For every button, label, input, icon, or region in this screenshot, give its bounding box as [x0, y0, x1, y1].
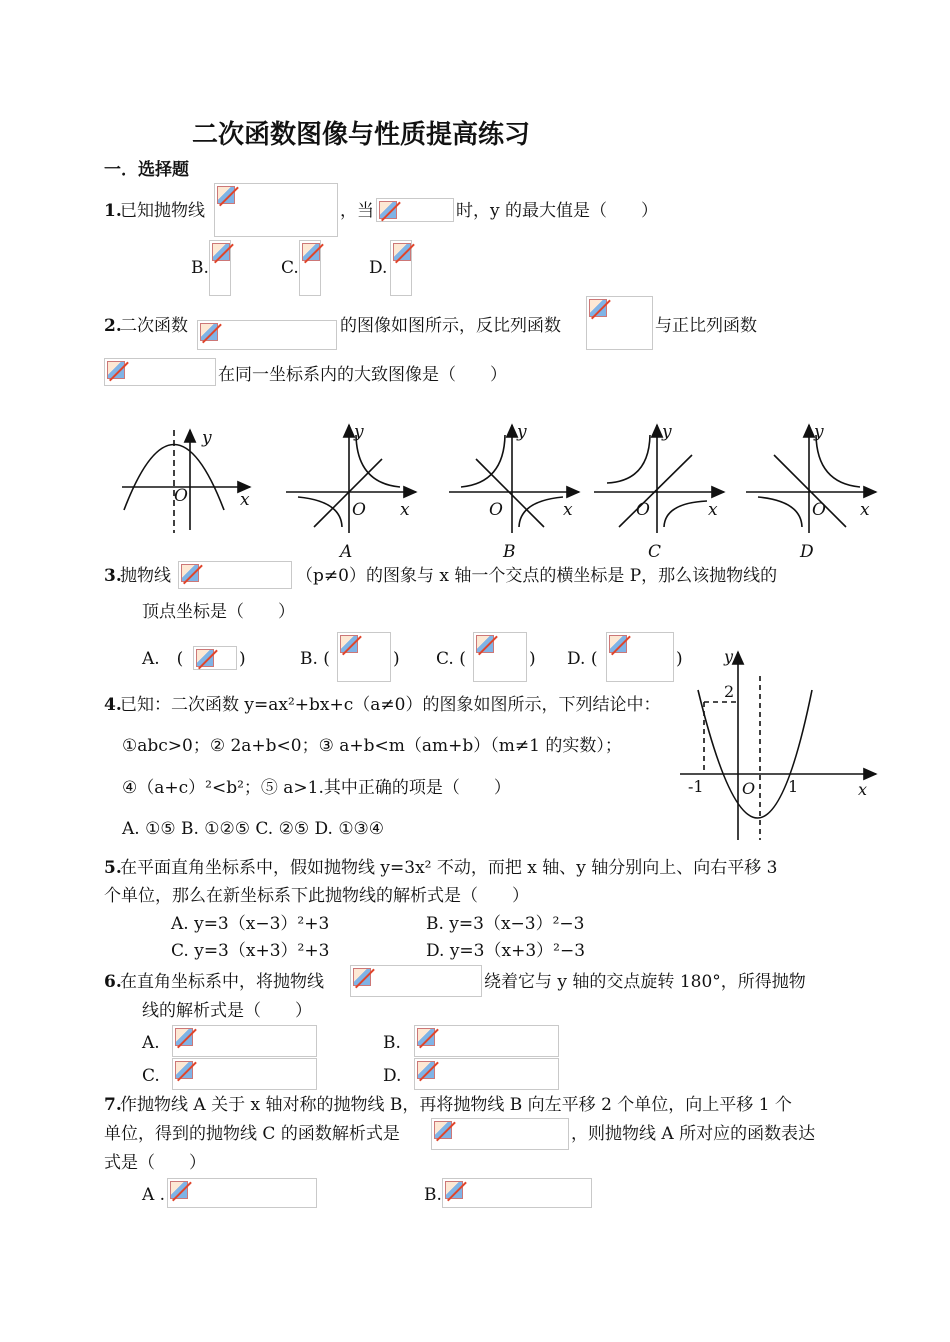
q2-d-hyperbola-2	[758, 497, 802, 527]
q1-option-d-image	[390, 240, 412, 296]
q6-text-c: 线的解析式是（ ）	[142, 1001, 312, 1021]
page-title: 二次函数图像与性质提高练习	[192, 120, 531, 150]
q2-text-b: 的图像如图所示，反比列函数	[340, 316, 561, 336]
q2-c-caption: C	[648, 542, 662, 562]
q6-text-b: 绕着它与 y 轴的交点旋转 180°，所得抛物	[484, 972, 806, 992]
q2-quad-o-label: O	[174, 486, 188, 506]
q1-text-b: ，当	[340, 201, 374, 221]
q1-option-c-label: C.	[281, 258, 299, 278]
q2-c-hyperbola-2	[664, 501, 707, 527]
q7-text-d: 式是（ ）	[104, 1153, 206, 1173]
q4-text-b: ①abc>0；② 2a+b<0；③ a+b<m（am+b）（m≠1 的实数）；	[122, 736, 622, 756]
q1-option-b-label: B.	[191, 258, 209, 278]
q2-b-y-label: y	[517, 422, 527, 442]
q1-option-c-image	[299, 240, 321, 296]
q6-option-d-image	[414, 1058, 559, 1090]
q4-x-label: x	[858, 780, 868, 799]
q7-formula-image	[431, 1118, 569, 1150]
q7-option-b-image	[442, 1178, 592, 1208]
q4-text-a: 已知：二次函数 y=ax²+bx+c（a≠0）的图象如图所示，下列结论中：	[120, 695, 661, 715]
q2-b-hyperbola-2	[519, 497, 563, 527]
q3-option-d-close: )	[676, 649, 683, 669]
q7-text-c: ，则抛物线 A 所对应的函数表达	[571, 1124, 816, 1144]
q3-option-c-image	[473, 632, 527, 682]
q5-text-b: 个单位，那么在新坐标系下此抛物线的解析式是（ ）	[104, 886, 529, 906]
q6-option-c-label: C.	[142, 1066, 160, 1086]
q3-option-b-close: )	[393, 649, 400, 669]
q2-text-d: 在同一坐标系内的大致图像是（ ）	[218, 365, 507, 385]
q2-a-x-label: x	[400, 500, 410, 520]
q3-formula-image	[178, 561, 292, 589]
q2-d-line	[774, 455, 846, 527]
q4-number: 4.	[104, 695, 122, 715]
q7-option-a-label: A .	[142, 1185, 166, 1205]
q3-option-c-close: )	[529, 649, 536, 669]
q7-option-b-label: B.	[424, 1185, 442, 1205]
q4-y-label: y	[724, 647, 734, 666]
q2-c-x-label: x	[708, 500, 718, 520]
q4-two-label: 2	[724, 682, 735, 701]
q2-c-hyperbola-1	[607, 435, 650, 483]
q4-graph	[676, 640, 886, 840]
q6-option-a-image	[172, 1025, 317, 1057]
section-heading: 一．选择题	[104, 160, 189, 180]
q4-options: A. ①⑤ B. ①②⑤ C. ②⑤ D. ①③④	[122, 819, 385, 839]
q3-option-d-label: D. (	[567, 649, 598, 669]
q6-formula-image	[350, 965, 482, 997]
q6-text-a: 在直角坐标系中，将抛物线	[120, 972, 324, 992]
q2-d-caption: D	[800, 542, 814, 562]
q3-option-a-image	[193, 646, 237, 670]
q3-text-b: （p≠0）的图象与 x 轴一个交点的横坐标是 P，那么该抛物线的	[296, 566, 778, 586]
q2-a-o-label: O	[352, 500, 366, 520]
q3-option-c-label: C. (	[436, 649, 466, 669]
q1-formula-image	[214, 183, 338, 237]
q2-b-o-label: O	[489, 500, 503, 520]
q1-text-c: 时，y 的最大值是（ ）	[456, 201, 659, 221]
q2-quad-x-label: x	[240, 490, 250, 510]
q1-text-a: 已知抛物线	[120, 201, 205, 221]
q5-option-c: C. y=3（x+3）²+3	[171, 941, 330, 961]
q4-text-c: ④（a+c）²<b²；⑤ a>1.其中正确的项是（ ）	[122, 778, 511, 798]
q5-option-a: A. y=3（x−3）²+3	[171, 914, 330, 934]
q2-b-caption: B	[503, 542, 516, 562]
q1-option-b-image	[209, 240, 231, 296]
q2-inverse-image	[586, 296, 653, 350]
q4-parabola	[698, 690, 812, 818]
q2-b-line	[476, 459, 544, 527]
q1-condition-image	[376, 198, 454, 222]
q2-d-hyperbola-1	[816, 435, 860, 487]
q5-text-a: 在平面直角坐标系中，假如抛物线 y=3x² 不动，而把 x 轴、y 轴分别向上、向右平移 3	[120, 858, 778, 878]
q2-quadratic-image	[197, 320, 337, 350]
q1-option-d-label: D.	[369, 258, 388, 278]
q2-a-caption: A	[340, 542, 353, 562]
q6-option-b-image	[414, 1025, 559, 1057]
q2-c-line	[619, 455, 692, 527]
q2-d-y-label: y	[814, 422, 824, 442]
q2-graphs	[104, 415, 884, 565]
q1-number: 1.	[104, 201, 122, 221]
q6-option-d-label: D.	[383, 1066, 402, 1086]
q2-c-o-label: O	[636, 500, 650, 520]
q2-c-y-label: y	[662, 422, 672, 442]
q4-neg1-label: -1	[688, 777, 704, 796]
q2-number: 2.	[104, 316, 122, 336]
q7-number: 7.	[104, 1095, 122, 1115]
q2-text-c: 与正比列函数	[655, 316, 757, 336]
q7-option-a-image	[167, 1178, 317, 1208]
q3-number: 3.	[104, 566, 122, 586]
q2-d-o-label: O	[812, 500, 826, 520]
q2-a-y-label: y	[354, 422, 364, 442]
q7-text-b: 单位，得到的抛物线 C 的函数解析式是	[104, 1124, 400, 1144]
q3-text-c: 顶点坐标是（ ）	[142, 602, 295, 622]
q3-option-d-image	[606, 632, 674, 682]
q2-a-hyperbola-2	[298, 497, 342, 527]
q3-option-b-label: B. (	[300, 649, 330, 669]
q4-one-label: 1	[788, 777, 799, 796]
q6-option-c-image	[172, 1058, 317, 1090]
q4-o-label: O	[742, 779, 756, 798]
q6-number: 6.	[104, 972, 122, 992]
q2-b-x-label: x	[563, 500, 573, 520]
q2-quad-y-label: y	[202, 428, 212, 448]
q5-number: 5.	[104, 858, 122, 878]
q2-a-line	[314, 459, 382, 527]
q3-option-b-image	[337, 632, 391, 682]
q3-option-a-label: A. (	[142, 649, 184, 669]
q3-text-a: 抛物线	[120, 566, 171, 586]
q3-option-a-close: )	[239, 649, 246, 669]
q7-text-a: 作抛物线 A 关于 x 轴对称的抛物线 B，再将抛物线 B 向左平移 2 个单位，向上平移 1 个	[120, 1095, 792, 1115]
q6-option-a-label: A.	[142, 1033, 160, 1053]
q6-option-b-label: B.	[383, 1033, 401, 1053]
q5-option-d: D. y=3（x+3）²−3	[426, 941, 586, 961]
q2-b-hyperbola-1	[461, 435, 505, 487]
q2-text-a: 二次函数	[120, 316, 188, 336]
q5-option-b: B. y=3（x−3）²−3	[426, 914, 585, 934]
q2-d-x-label: x	[860, 500, 870, 520]
q2-linear-image	[104, 358, 216, 386]
